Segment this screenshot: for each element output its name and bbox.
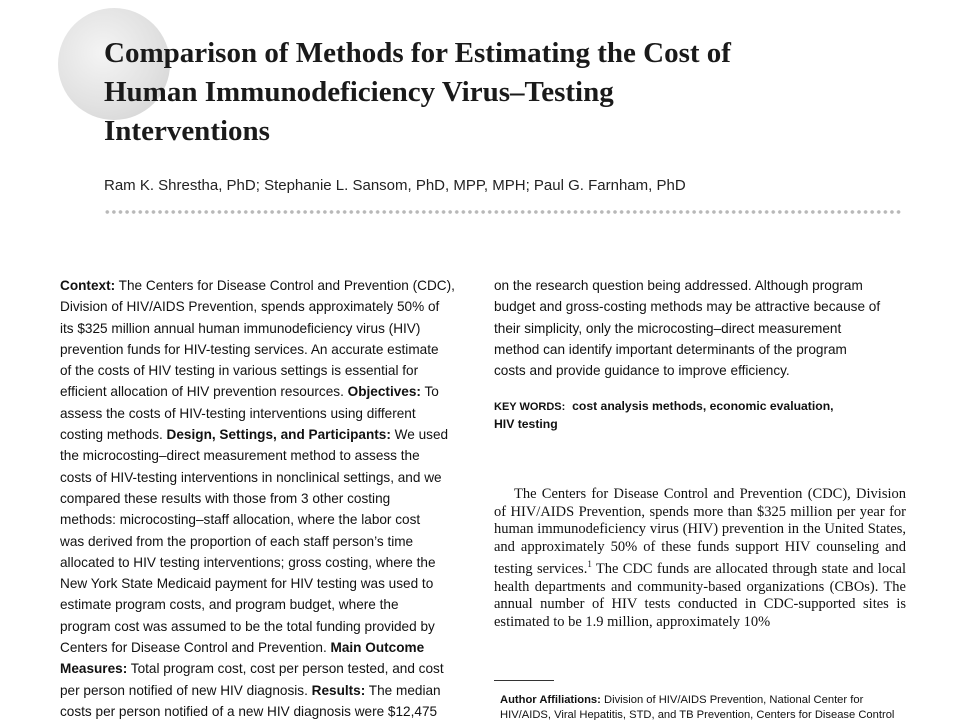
abstract-line: Division of HIV/AIDS Prevention, spends approximately 50% of: [60, 299, 440, 315]
abstract-line: was derived from the proportion of each staff person’s time: [60, 533, 414, 549]
abstract-line: compared these results with those from 3 other costing: [60, 490, 391, 506]
abstract-line: costs and provide guidance to improve efficiency.: [494, 363, 790, 379]
abstract-line: estimate program costs, and program budget, where the: [60, 597, 399, 613]
key-words: [494, 398, 906, 433]
abstract-line: New York State Medicaid payment for HIV testing was used to: [60, 576, 434, 592]
abstract-line: on the research question being addressed. Although program: [494, 278, 863, 293]
abstract-line: method can identify important determinants of the program: [494, 341, 847, 357]
abstract-line: assess the costs of HIV-testing interventions using different: [60, 405, 416, 421]
abstract-line: the microcosting–direct measurement method to assess the: [60, 448, 420, 464]
body-paragraph: The Centers for Disease Control and Prevention (CDC), Division of HIV/AIDS Prevention, spends more than $325 million per year for human immunodeficiency virus (HIV) prevention in the United States, and approximately 50% of these funds support HIV counseling and testing services.$^1$ The CDC funds are allocated through state and local health departments and community-based organizations (CBOs). The annual number of HIV tests conducted in CDC-supported sites is estimated to be 1.9 million, approximately 10%: [494, 486, 906, 630]
abstract-line: program cost was assumed to be the total funding provided by: [60, 618, 435, 634]
abstract-line: efficient allocation of HIV prevention resources. Objectives: To: [60, 384, 439, 400]
article-title: [104, 34, 924, 151]
abstract-right-column: [494, 275, 906, 381]
abstract-line: budget and gross-costing methods may be attractive because of: [494, 299, 881, 315]
abstract-line: costing methods. Design, Settings, and Participants: We used: [60, 427, 449, 443]
abstract-line: Measures: Total program cost, cost per person tested, and cost: [60, 661, 444, 677]
author-affiliations: Author Affiliations: Division of HIV/AIDS Prevention, National Center for HIV/AIDS, Viral Hepatitis, STD, and TB Prevention, Centers for Disease Control: [500, 694, 895, 720]
abstract-line: its $325 million annual human immunodeficiency virus (HIV): [60, 320, 421, 336]
abstract-line: costs per person notified of a new HIV diagnosis were $12,475: [60, 703, 438, 719]
key-words-list: HIV testing: [494, 417, 558, 431]
abstract-line: Context: The Centers for Disease Control and Prevention (CDC),: [60, 278, 455, 293]
abstract-line: allocated to HIV testing interventions; gross costing, where the: [60, 554, 436, 570]
abstract-left-column: [60, 275, 470, 720]
title-line: Comparison of Methods for Estimating the Cost of: [104, 37, 731, 69]
reference-number: 1: [587, 559, 592, 570]
dotted-divider: [104, 209, 902, 215]
title-line: Human Immunodeficiency Virus–Testing: [104, 76, 614, 108]
title-line: Interventions: [104, 115, 270, 147]
abstract-line: costs of HIV-testing interventions in nonclinical settings, and we: [60, 469, 442, 485]
abstract-line: Centers for Disease Control and Prevention. Main Outcome: [60, 640, 425, 656]
footnote-rule: [494, 680, 554, 681]
author-list: Ram K. Shrestha, PhD; Stephanie L. Sansom, PhD, MPP, MPH; Paul G. Farnham, PhD: [104, 177, 686, 194]
abstract-line: of the costs of HIV testing in various settings is essential for: [60, 363, 419, 379]
abstract-line: their simplicity, only the microcosting–direct measurement: [494, 320, 842, 336]
abstract-line: per person notified of new HIV diagnosis. Results: The median: [60, 682, 441, 698]
abstract-line: prevention funds for HIV-testing services. An accurate estimate: [60, 341, 439, 357]
abstract-line: methods: microcosting–staff allocation, where the labor cost: [60, 512, 421, 528]
key-words-label: KEY WORDS:: [494, 401, 566, 413]
key-words-list: cost analysis methods, economic evaluation,: [572, 399, 834, 413]
